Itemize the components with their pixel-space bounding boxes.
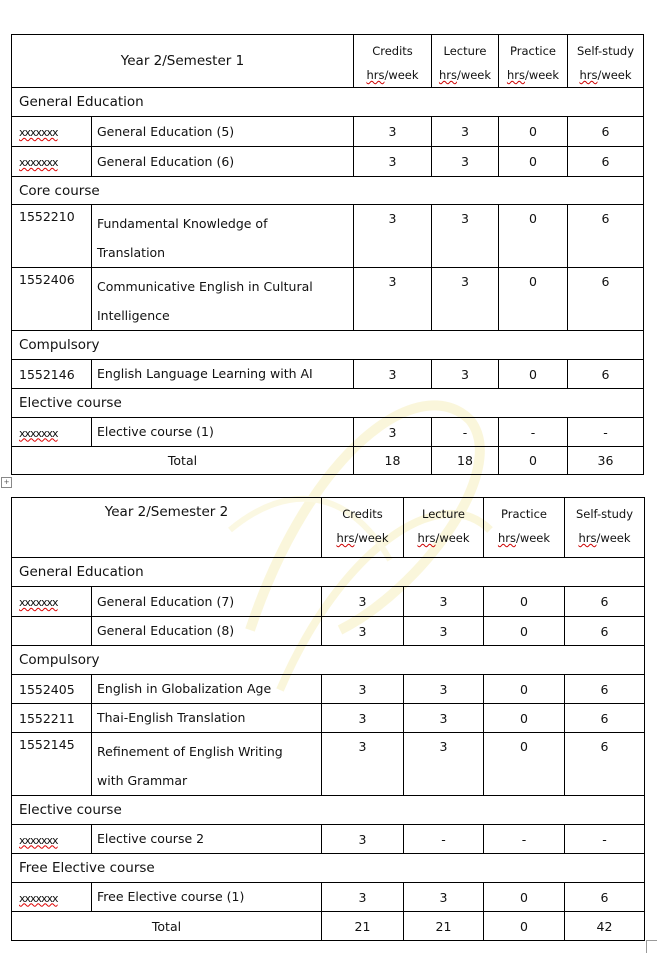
lecture-value: 3: [432, 117, 499, 147]
credits-header: Credits hrs/week: [354, 35, 432, 88]
course-code: 1552405: [12, 675, 92, 704]
lecture-value: 3: [404, 675, 484, 704]
self-study-value: 6: [565, 587, 645, 617]
self-study-value: 6: [568, 268, 644, 331]
course-code: xxxxxxx: [19, 833, 58, 847]
lecture-value: 3: [432, 360, 499, 389]
course-name: Communicative English in Cultural Intelligence: [92, 268, 354, 331]
self-study-header: Self-study hrs/week: [568, 35, 644, 88]
self-study-value: 6: [565, 617, 645, 646]
practice-value: 0: [484, 883, 565, 912]
total-credits: 18: [354, 447, 432, 475]
practice-value: 0: [484, 675, 565, 704]
credits-value: 3: [354, 360, 432, 389]
table-row: [12, 733, 645, 796]
course-code: 1552211: [12, 704, 92, 733]
course-name: General Education (8): [92, 617, 322, 646]
course-code: xxxxxxx: [19, 596, 58, 609]
credits-value: 3: [354, 268, 432, 331]
self-study-value: 6: [568, 205, 644, 268]
table-row: [12, 205, 644, 268]
practice-header: Practice hrs/week: [499, 35, 568, 88]
course-name: Fundamental Knowledge of Translation: [92, 205, 354, 268]
table-row: [12, 617, 645, 646]
course-code: 1552406: [12, 268, 92, 331]
credits-value: 3: [322, 825, 404, 854]
semester-1-table: [11, 34, 644, 475]
self-study-value: 6: [568, 117, 644, 147]
credits-value: 3: [354, 117, 432, 147]
course-code: xxxxxxx: [19, 126, 58, 139]
credits-value: 3: [322, 883, 404, 912]
lecture-value: -: [404, 825, 484, 854]
section-compulsory: Compulsory: [12, 331, 644, 360]
lecture-value: 3: [404, 704, 484, 733]
practice-value: 0: [484, 587, 565, 617]
lecture-header: Lecture hrs/week: [404, 498, 484, 558]
total-label: Total: [12, 912, 322, 941]
total-practice: 0: [484, 912, 565, 941]
total-lecture: 21: [404, 912, 484, 941]
course-code: 1552145: [12, 733, 92, 796]
credits-value: 3: [354, 205, 432, 268]
course-name: English in Globalization Age: [92, 675, 322, 704]
page-corner-mark: [646, 940, 657, 953]
self-study-value: -: [568, 418, 644, 447]
practice-value: 0: [484, 704, 565, 733]
course-name: Thai-English Translation: [92, 704, 322, 733]
total-row: [12, 912, 645, 941]
course-code: xxxxxxx: [19, 156, 58, 169]
self-study-value: 6: [565, 883, 645, 912]
total-lecture: 18: [432, 447, 499, 475]
table-row: [12, 883, 645, 912]
self-study-header: Self-study hrs/week: [565, 498, 645, 558]
section-core-course: Core course: [12, 177, 644, 205]
course-code: xxxxxxx: [19, 426, 58, 440]
course-name: General Education (7): [92, 587, 322, 617]
self-study-value: 6: [568, 147, 644, 177]
self-study-value: 6: [565, 704, 645, 733]
credits-header: Credits hrs/week: [322, 498, 404, 558]
semester-title: Year 2/Semester 2: [12, 498, 322, 558]
course-name: Elective course (1): [92, 418, 354, 447]
course-name: General Education (5): [92, 117, 354, 147]
table-row: [12, 418, 644, 447]
lecture-header: Lecture hrs/week: [432, 35, 499, 88]
self-study-value: 6: [565, 675, 645, 704]
self-study-value: 6: [565, 733, 645, 796]
total-row: [12, 447, 644, 475]
total-self-study: 36: [568, 447, 644, 475]
practice-value: -: [499, 418, 568, 447]
lecture-value: 3: [404, 733, 484, 796]
section-free-elective-course: Free Elective course: [12, 854, 645, 883]
course-name: English Language Learning with AI: [92, 360, 354, 389]
lecture-value: 3: [404, 617, 484, 646]
lecture-value: 3: [432, 147, 499, 177]
table-row: [12, 825, 645, 854]
semester-title: Year 2/Semester 1: [12, 35, 354, 88]
table-row: [12, 117, 644, 147]
section-compulsory: Compulsory: [12, 646, 645, 675]
total-credits: 21: [322, 912, 404, 941]
lecture-value: 3: [432, 268, 499, 331]
practice-value: 0: [499, 360, 568, 389]
course-name: Free Elective course (1): [92, 883, 322, 912]
credits-value: 3: [354, 418, 432, 447]
credits-value: 3: [322, 704, 404, 733]
practice-value: 0: [499, 117, 568, 147]
table-row: [12, 675, 645, 704]
course-name: Elective course 2: [92, 825, 322, 854]
table-row: [12, 147, 644, 177]
table-row: [12, 704, 645, 733]
total-label: Total: [12, 447, 354, 475]
table-row: [12, 360, 644, 389]
practice-value: 0: [484, 617, 565, 646]
course-name: General Education (6): [92, 147, 354, 177]
self-study-value: 6: [568, 360, 644, 389]
section-elective-course: Elective course: [12, 389, 644, 418]
practice-value: 0: [499, 268, 568, 331]
course-code: [12, 617, 92, 646]
section-general-education: General Education: [12, 88, 644, 117]
practice-value: 0: [484, 733, 565, 796]
section-elective-course: Elective course: [12, 796, 645, 825]
lecture-value: 3: [404, 587, 484, 617]
table-row: [12, 587, 645, 617]
credits-value: 3: [354, 147, 432, 177]
course-name: Refinement of English Writing with Grammar: [92, 733, 322, 796]
course-code: xxxxxxx: [19, 891, 58, 905]
credits-value: 3: [322, 587, 404, 617]
lecture-value: 3: [432, 205, 499, 268]
lecture-value: 3: [404, 883, 484, 912]
lecture-value: -: [432, 418, 499, 447]
table-row: [12, 268, 644, 331]
practice-value: -: [484, 825, 565, 854]
practice-value: 0: [499, 205, 568, 268]
course-code: 1552146: [12, 360, 92, 389]
table-move-handle-icon[interactable]: +: [1, 477, 12, 488]
semester-2-table: [11, 497, 645, 941]
section-general-education: General Education: [12, 558, 645, 587]
practice-value: 0: [499, 147, 568, 177]
credits-value: 3: [322, 675, 404, 704]
course-code: 1552210: [12, 205, 92, 268]
total-practice: 0: [499, 447, 568, 475]
practice-header: Practice hrs/week: [484, 498, 565, 558]
credits-value: 3: [322, 617, 404, 646]
self-study-value: -: [565, 825, 645, 854]
credits-value: 3: [322, 733, 404, 796]
total-self-study: 42: [565, 912, 645, 941]
